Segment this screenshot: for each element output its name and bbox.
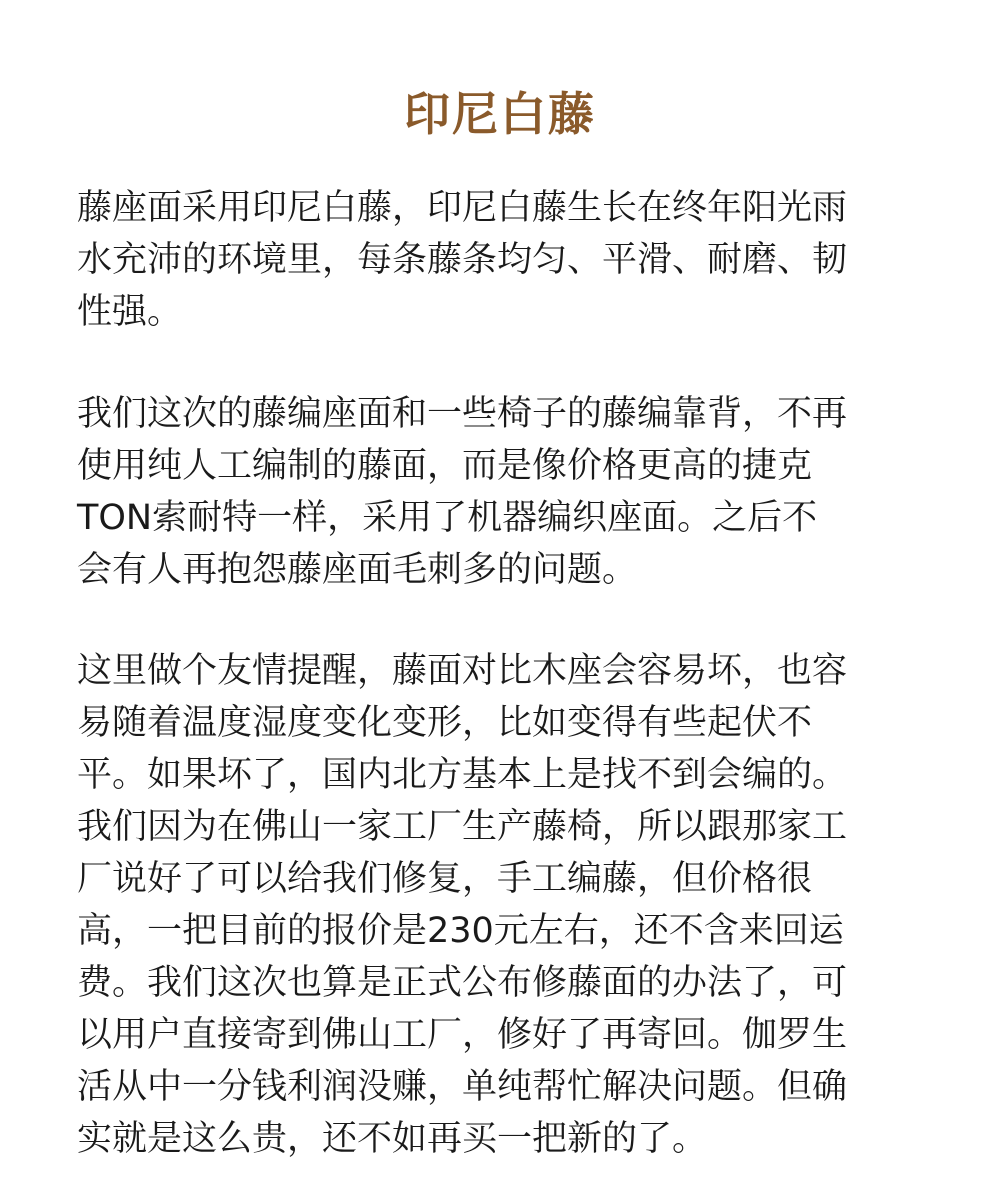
paragraph-line: 会有人再抱怨藤座面毛刺多的问题。	[77, 550, 638, 590]
paragraph-line: 实就是这么贵，还不如再买一把新的了。	[77, 1119, 708, 1159]
paragraph-line: 我们这次的藤编座面和一些椅子的藤编靠背，不再	[77, 394, 848, 434]
paragraph-rattan-material	[77, 182, 937, 338]
paragraph-line: 性强。	[77, 292, 183, 332]
paragraph-line: 平。如果坏了，国内北方基本上是找不到会编的。	[77, 755, 848, 795]
paragraph-line: 水充沛的环境里，每条藤条均匀、平滑、耐磨、韧	[77, 240, 848, 280]
paragraph-line: 厂说好了可以给我们修复，手工编藤，但价格很	[77, 859, 813, 899]
paragraph-line: 这里做个友情提醒，藤面对比木座会容易坏，也容	[77, 651, 848, 691]
paragraph-repair-reminder	[77, 645, 937, 1165]
paragraph-line: 藤座面采用印尼白藤，印尼白藤生长在终年阳光雨	[77, 188, 848, 228]
paragraph-line: 使用纯人工编制的藤面，而是像价格更高的捷克	[77, 446, 813, 486]
paragraph-line: 以用户直接寄到佛山工厂，修好了再寄回。伽罗生	[77, 1015, 848, 1055]
paragraph-line: 活从中一分钱利润没赚，单纯帮忙解决问题。但确	[77, 1067, 848, 1107]
paragraph-machine-weaving	[77, 388, 937, 596]
paragraph-line: 我们因为在佛山一家工厂生产藤椅，所以跟那家工	[77, 807, 848, 847]
paragraph-line: TON索耐特一样，采用了机器编织座面。之后不	[77, 498, 818, 538]
paragraph-line: 费。我们这次也算是正式公布修藤面的办法了，可	[77, 963, 848, 1003]
paragraph-line: 易随着温度湿度变化变形，比如变得有些起伏不	[77, 703, 813, 743]
paragraph-line: 高，一把目前的报价是230元左右，还不含来回运	[77, 911, 844, 951]
section-title: 印尼白藤	[404, 87, 596, 141]
